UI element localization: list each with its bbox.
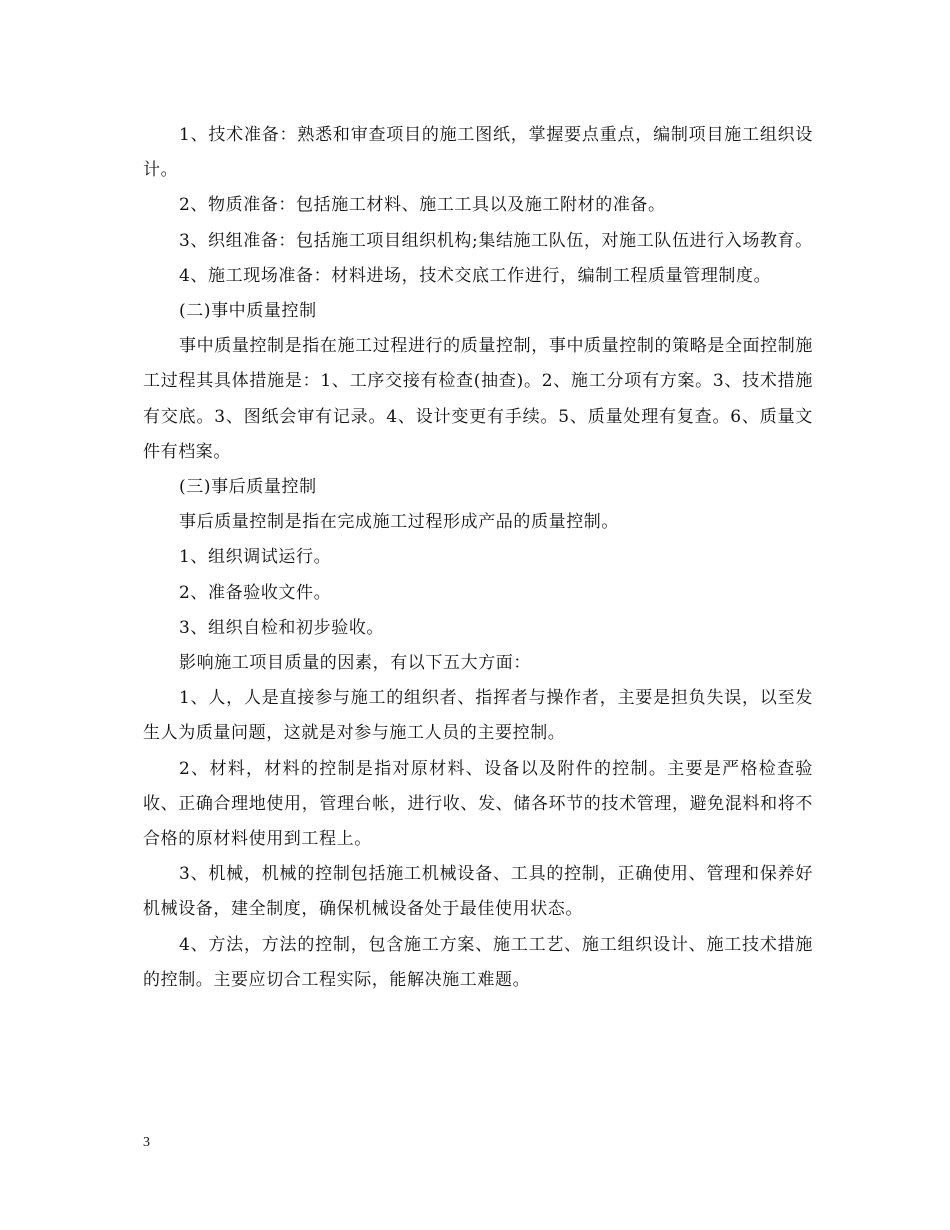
paragraph-in-process-control: 事中质量控制是指在施工过程进行的质量控制，事中质量控制的策略是全面控制施工过程其具体措施是：1、工序交接有检查(抽查)。2、施工分项有方案。3、技术措施有交底。3、图纸会审有记录。4、设计变更有手续。5、质量处理有复查。6、质量文件有档案。 <box>143 336 813 462</box>
paragraph-factor-materials: 2、材料，材料的控制是指对原材料、设备以及附件的控制。主要是严格检查验收、正确合理地使用，管理台帐，进行收、发、储各环节的技术管理，避免混料和将不合格的原材料使用到工程上。 <box>143 758 813 850</box>
paragraph-factor-people: 1、人，人是直接参与施工的组织者、指挥者与操作者，主要是担负失误，以至发生人为质量问题，这就是对参与施工人员的主要控制。 <box>143 688 813 744</box>
list-item-self-inspection: 3、组织自检和初步验收。 <box>179 617 385 638</box>
paragraph-site-prep: 4、施工现场准备：材料进场，技术交底工作进行，编制工程质量管理制度。 <box>179 265 772 286</box>
section-heading-in-process-control: (二)事中质量控制 <box>179 301 317 322</box>
page-number: 3 <box>143 1135 150 1150</box>
paragraph-factor-machinery: 3、机械，机械的控制包括施工机械设备、工具的控制，正确使用、管理和保养好机械设备，建全制度，确保机械设备处于最佳使用状态。 <box>143 864 813 920</box>
paragraph-technical-prep: 1、技术准备：熟悉和审查项目的施工图纸，掌握要点重点，编制项目施工组织设计。 <box>143 125 813 181</box>
paragraph-quality-factors-intro: 影响施工项目质量的因素，有以下五大方面： <box>179 653 531 674</box>
paragraph-post-process-definition: 事后质量控制是指在完成施工过程形成产品的质量控制。 <box>179 512 619 533</box>
section-heading-post-process-control: (三)事后质量控制 <box>179 477 317 498</box>
list-item-trial-run: 1、组织调试运行。 <box>179 547 332 568</box>
paragraph-material-prep: 2、物质准备：包括施工材料、施工工具以及施工附材的准备。 <box>179 195 666 216</box>
page-body <box>143 118 813 998</box>
paragraph-factor-methods: 4、方法，方法的控制，包含施工方案、施工工艺、施工组织设计、施工技术措施的控制。主要应切合工程实际，能解决施工难题。 <box>143 934 813 990</box>
list-item-acceptance-docs: 2、准备验收文件。 <box>179 582 332 603</box>
paragraph-organization-prep: 3、织组准备：包括施工项目组织机构;集结施工队伍，对施工队伍进行入场教育。 <box>179 230 813 251</box>
